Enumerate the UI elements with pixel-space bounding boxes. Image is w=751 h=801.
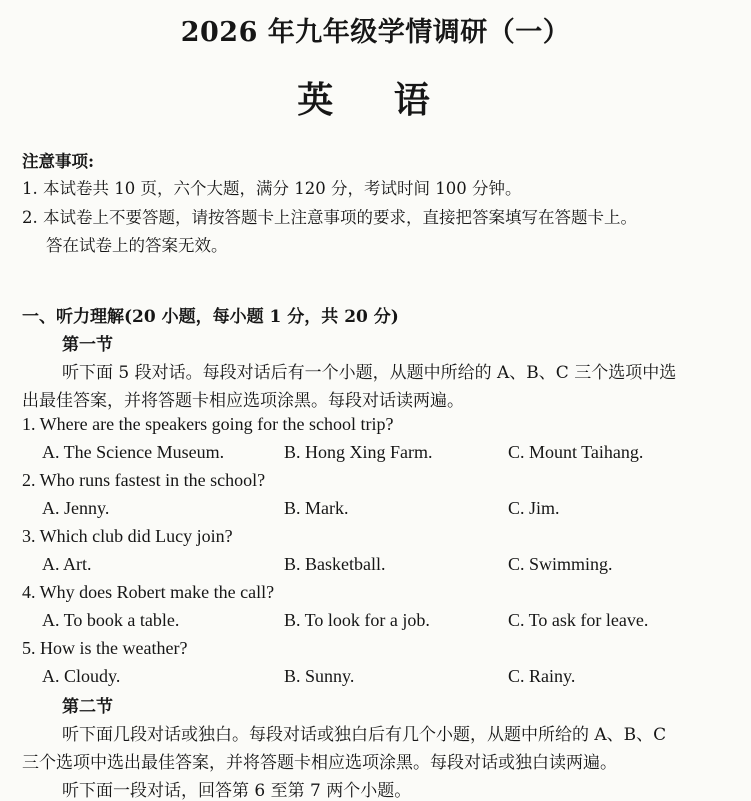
section-heading: 一、听力理解(20 小题，每小题 1 分，共 20 分)	[22, 307, 399, 327]
question-stem: 1. Where are the speakers going for the school trip?	[22, 414, 394, 434]
option-c: C. To ask for leave.	[508, 610, 649, 630]
option-c: C. Jim.	[508, 498, 560, 518]
option-a: A. Jenny.	[42, 498, 110, 518]
part2-title: 第二节	[62, 697, 113, 717]
option-b: B. Hong Xing Farm.	[284, 442, 433, 462]
option-a: A. To book a table.	[42, 610, 180, 630]
option-b: B. To look for a job.	[284, 610, 430, 630]
notice-heading: 注意事项:	[22, 152, 95, 171]
option-c: C. Rainy.	[508, 666, 576, 686]
question-stem: 5. How is the weather?	[22, 638, 188, 658]
notice-item-2: 2. 本试卷上不要答题，请按答题卡上注意事项的要求，直接把答案填写在答题卡上。	[22, 208, 637, 227]
part1-title: 第一节	[62, 335, 113, 355]
option-b: B. Mark.	[284, 498, 349, 518]
notice-item-2-cont: 答在试卷上的答案无效。	[46, 236, 228, 255]
question-stem: 2. Who runs fastest in the school?	[22, 470, 266, 490]
exam-title: 2026 年九年级学情调研（一）	[180, 17, 571, 48]
option-a: A. Cloudy.	[42, 666, 121, 686]
part2-instruction-3: 听下面一段对话，回答第 6 至第 7 两个小题。	[62, 781, 412, 801]
option-c: C. Mount Taihang.	[508, 442, 644, 462]
part2-instruction-1: 听下面几段对话或独白。每段对话或独白后有几个小题，从题中所给的 A、B、C	[62, 725, 667, 745]
question-stem: 4. Why does Robert make the call?	[22, 582, 275, 602]
option-b: B. Basketball.	[284, 554, 386, 574]
question-stem: 3. Which club did Lucy join?	[22, 526, 233, 546]
option-c: C. Swimming.	[508, 554, 613, 574]
option-a: A. The Science Museum.	[42, 442, 225, 462]
part2-instruction-2: 三个选项中选出最佳答案，并将答题卡相应选项涂黑。每段对话或独白读两遍。	[22, 753, 617, 773]
option-a: A. Art.	[42, 554, 92, 574]
part1-instruction-1: 听下面 5 段对话。每段对话后有一个小题，从题中所给的 A、B、C 三个选项中选	[62, 363, 677, 383]
subject-title: 英 语	[297, 79, 454, 121]
option-b: B. Sunny.	[284, 666, 355, 686]
part1-instruction-2: 出最佳答案，并将答题卡相应选项涂黑。每段对话读两遍。	[22, 391, 464, 411]
notice-item-1: 1. 本试卷共 10 页，六个大题，满分 120 分，考试时间 100 分钟。	[22, 179, 522, 198]
